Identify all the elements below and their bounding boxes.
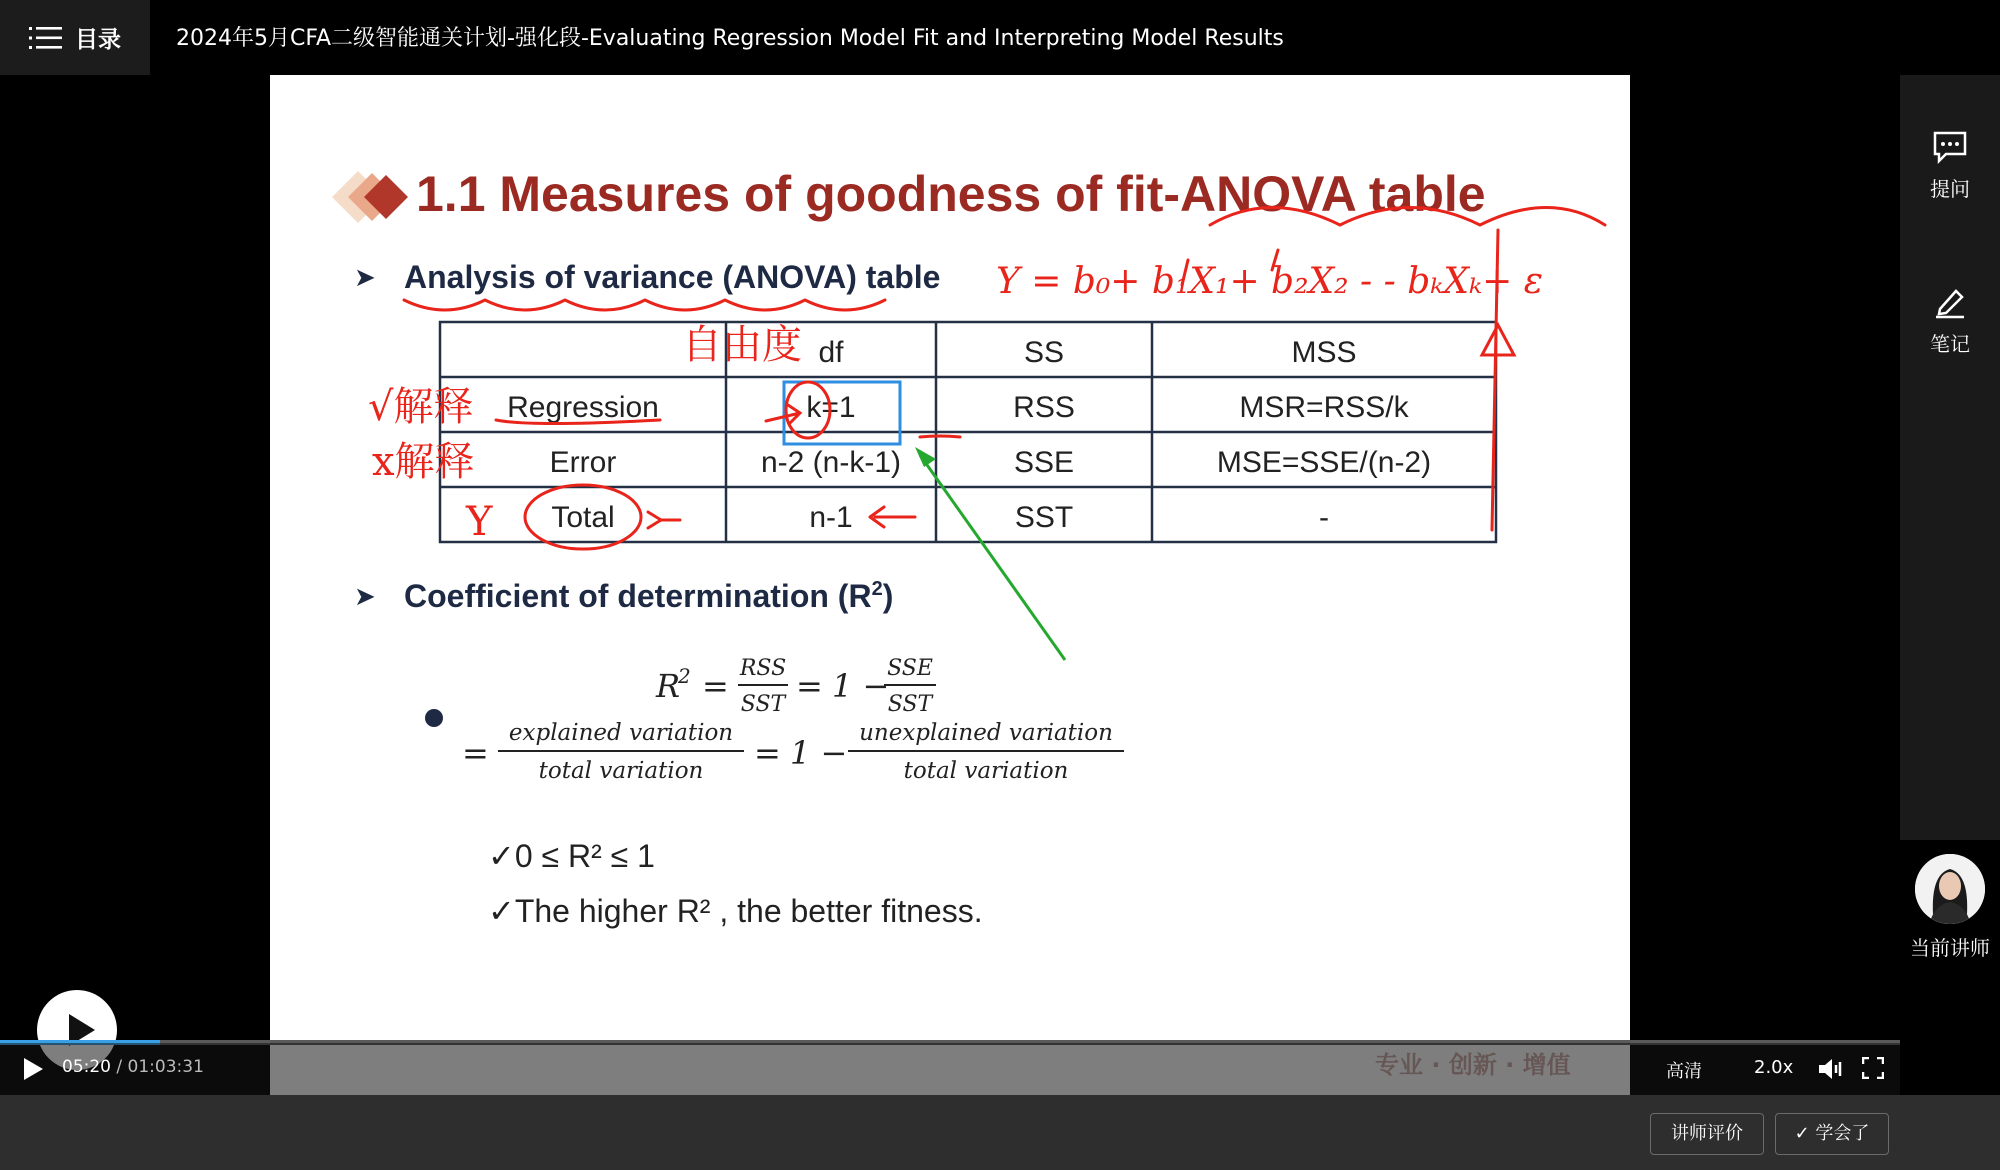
svg-text:RSS: RSS bbox=[739, 656, 787, 681]
fullscreen-icon[interactable] bbox=[1862, 1057, 1884, 1079]
row-total-df: n-1 bbox=[809, 501, 853, 534]
bullet-r2: Coefficient of determination $(R^2)$ bbox=[404, 578, 894, 614]
check-higher: ✓The higher R² , the better fitness. bbox=[488, 893, 983, 929]
pencil-icon bbox=[1932, 285, 1968, 319]
row-error-mss: MSE=SSE/(n-2) bbox=[1216, 446, 1432, 479]
check-range: ✓0 ≤ R² ≤ 1 bbox=[488, 838, 655, 874]
notes-label: 笔记 bbox=[1930, 332, 1970, 356]
bullet-anova: Analysis of variance (ANOVA) table bbox=[404, 259, 941, 295]
right-sidebar bbox=[1900, 75, 2000, 1095]
table-header-mss: MSS bbox=[1291, 336, 1357, 369]
svg-text:unexplained variation: unexplained variation bbox=[859, 720, 1113, 746]
total-time: 01:03:31 bbox=[127, 1057, 204, 1077]
play-icon[interactable] bbox=[22, 1057, 44, 1081]
handwritten-bujieshi: x解释 bbox=[372, 439, 475, 485]
current-time: 05:20 bbox=[62, 1057, 111, 1077]
svg-text:R: R bbox=[656, 667, 681, 705]
chat-bubble-icon bbox=[1932, 130, 1968, 164]
row-error-ss: SSE bbox=[1013, 446, 1075, 479]
bottom-bar bbox=[0, 1095, 2000, 1170]
time-separator: / bbox=[116, 1057, 123, 1077]
svg-text:SSE: SSE bbox=[887, 656, 933, 681]
slide-heading: 1.1 Measures of goodness of fit-ANOVA table bbox=[416, 166, 1486, 222]
course-title: 2024年5月CFA二级智能通关计划-强化段-Evaluating Regression Model Fit and Interpreting Model Results bbox=[176, 26, 1284, 51]
notes-button[interactable] bbox=[1900, 285, 2000, 357]
bullet-arrow-icon: ➤ bbox=[354, 263, 376, 293]
table-header-ss: SS bbox=[1023, 336, 1065, 369]
svg-text:=: = bbox=[462, 734, 489, 772]
svg-text:explained variation: explained variation bbox=[508, 720, 734, 746]
table-header-df: df bbox=[818, 336, 844, 369]
player-controls bbox=[0, 1043, 1900, 1095]
svg-text:SST: SST bbox=[887, 692, 933, 717]
teacher-panel[interactable] bbox=[1900, 840, 2000, 1095]
learned-button[interactable]: ✓ 学会了 bbox=[1775, 1113, 1889, 1155]
row-total-label: Total bbox=[551, 501, 615, 534]
row-regression-label: Regression bbox=[507, 391, 659, 424]
row-regression-df: k=1 bbox=[806, 391, 856, 424]
volume-icon[interactable] bbox=[1817, 1056, 1847, 1082]
row-total-ss: SST bbox=[1014, 501, 1074, 534]
title-bar bbox=[0, 0, 2000, 75]
svg-text:=: = bbox=[702, 667, 729, 705]
row-total-mss: - bbox=[1319, 501, 1329, 534]
svg-text:total variation: total variation bbox=[538, 758, 704, 784]
svg-text:1 −: 1 − bbox=[790, 734, 848, 772]
toc-button[interactable] bbox=[0, 0, 150, 75]
list-icon bbox=[29, 25, 63, 51]
bullet-dot bbox=[425, 709, 443, 727]
diamond-logo-icon bbox=[332, 171, 408, 223]
r2-formula bbox=[462, 656, 1124, 784]
svg-text:total variation: total variation bbox=[903, 758, 1069, 784]
teacher-avatar-icon bbox=[1915, 854, 1985, 924]
quality-button[interactable]: 高清 bbox=[1666, 1061, 1702, 1082]
handwritten-ziyoudu: 自由度 bbox=[682, 322, 802, 368]
row-error-label: Error bbox=[549, 446, 617, 479]
svg-text:1 −: 1 − bbox=[832, 667, 890, 705]
handwritten-y: Y bbox=[466, 499, 493, 545]
time-display bbox=[62, 1057, 204, 1077]
svg-text:=: = bbox=[796, 667, 823, 705]
question-label: 提问 bbox=[1930, 177, 1970, 201]
row-regression-ss: RSS bbox=[1013, 391, 1075, 424]
handwritten-equation: Y = b₀+ b₁X₁+ b₂X₂ - - bₖXₖ+ ε bbox=[996, 261, 1544, 302]
teacher-avatar bbox=[1915, 854, 1985, 924]
question-button[interactable] bbox=[1900, 130, 2000, 202]
svg-text:2: 2 bbox=[678, 664, 691, 688]
bullet-arrow-icon: ➤ bbox=[354, 582, 376, 612]
teacher-label: 当前讲师 bbox=[1910, 936, 1990, 960]
svg-text:=: = bbox=[754, 734, 781, 772]
svg-text:SST: SST bbox=[740, 692, 786, 717]
lecture-slide bbox=[270, 75, 1630, 1095]
handwritten-jieshi: √解释 bbox=[368, 384, 474, 430]
toc-label: 目录 bbox=[75, 27, 121, 53]
row-regression-mss: MSR=RSS/k bbox=[1239, 391, 1409, 424]
speed-button[interactable]: 2.0x bbox=[1754, 1057, 1794, 1078]
rate-teacher-button[interactable]: 讲师评价 bbox=[1650, 1113, 1764, 1155]
row-error-df: n-2 (n-k-1) bbox=[760, 446, 902, 479]
video-player[interactable] bbox=[0, 75, 1900, 1095]
